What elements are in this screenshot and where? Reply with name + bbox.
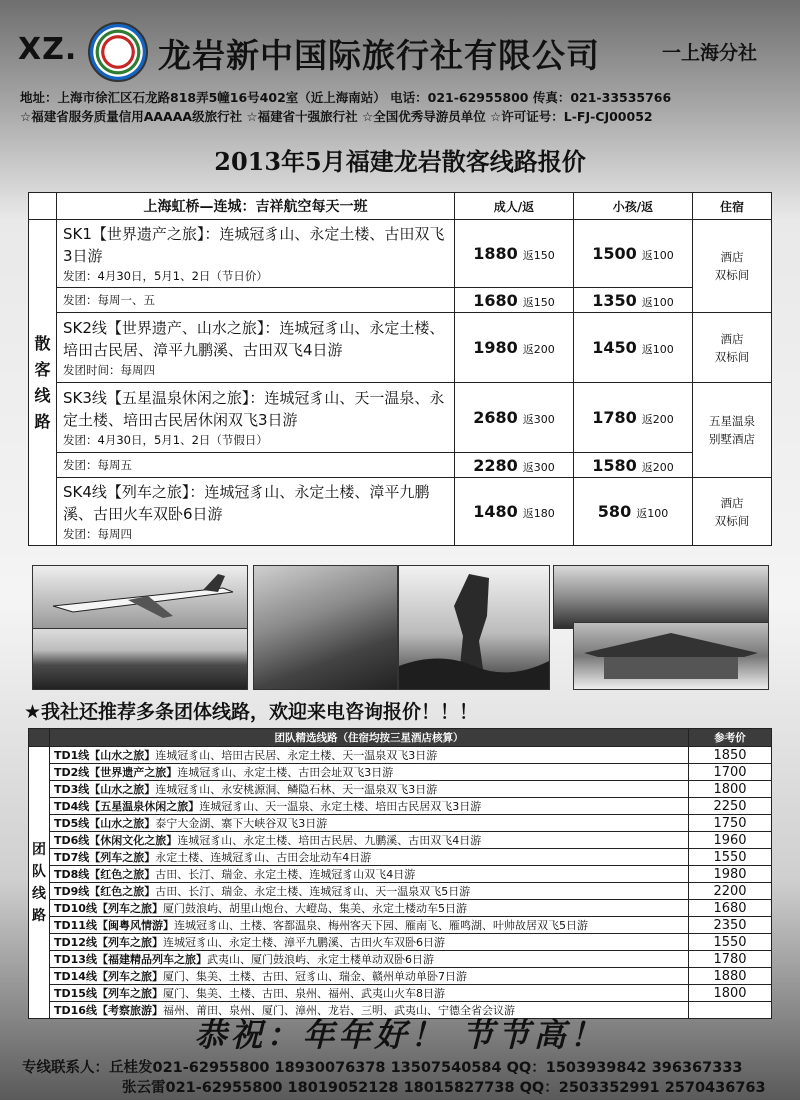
child-price <box>574 453 693 478</box>
group-route-text: 连城冠豸山、培田古民居、永定土楼、天一温泉双飞3日游 <box>155 749 438 762</box>
group-route-code: TD16线【考察旅游】 <box>54 1004 163 1017</box>
child-rebate: 返200 <box>641 460 674 474</box>
group-route-price: 1880 <box>689 968 772 985</box>
adult-price <box>455 453 574 478</box>
group-route-price: 1680 <box>689 900 772 917</box>
group-route-price: 1780 <box>689 951 772 968</box>
recommend-banner: ★我社还推荐多条团体线路，欢迎来电咨询报价！！！ <box>24 701 479 723</box>
group-route-code: TD9线【红色之旅】 <box>54 885 156 898</box>
child-rebate: 返100 <box>641 295 674 309</box>
table-row <box>29 747 772 764</box>
stone-peak-icon <box>399 566 549 689</box>
group-route-text: 古田、长汀、瑞金、永定土楼、连城冠豸山、天一温泉双飞5日游 <box>155 885 471 898</box>
group-route-desc <box>50 849 689 866</box>
adult-rebate: 返150 <box>522 295 555 309</box>
group-route-code: TD11线【闽粤风情游】 <box>54 919 174 932</box>
adult-price-value: 1480 <box>473 502 518 521</box>
adult-price-value: 1980 <box>473 338 518 357</box>
adult-price-value: 2280 <box>473 455 518 475</box>
group-route-desc <box>50 815 689 832</box>
table-row <box>29 849 772 866</box>
group-route-code: TD10线【列车之旅】 <box>54 902 163 915</box>
route-departure: 发团：每周五 <box>57 453 455 478</box>
child-price <box>574 288 693 313</box>
group-route-text: 古田、长汀、瑞金、永定土楼、连城冠豸山双飞4日游 <box>155 868 416 881</box>
table-row <box>29 781 772 798</box>
group-route-text: 厦门、集美、土楼、古田、泉州、福州、武夷山火车8日游 <box>162 987 445 1000</box>
group-route-price: 2200 <box>689 883 772 900</box>
table-row <box>29 798 772 815</box>
group-route-code: TD1线【山水之旅】 <box>54 749 156 762</box>
airplane-photo <box>32 565 248 629</box>
group-route-price: 1550 <box>689 934 772 951</box>
route-desc <box>57 478 455 546</box>
price-header: 参考价 <box>689 729 772 747</box>
adult-price-value: 2680 <box>473 408 518 427</box>
group-route-price: 1800 <box>689 781 772 798</box>
group-route-text: 连城冠豸山、永定土楼、漳平九鹏溪、古田火车双卧6日游 <box>162 936 445 949</box>
scatter-route-table <box>28 192 772 546</box>
adult-price <box>455 220 574 288</box>
group-route-text: 连城冠豸山、永安桃源洞、鳞隐石林、天一温泉双飞3日游 <box>155 783 438 796</box>
group-route-price: 1700 <box>689 764 772 781</box>
side-char: 路 <box>32 907 46 924</box>
group-route-desc <box>50 781 689 798</box>
group-route-desc <box>50 917 689 934</box>
group-header: 团队精选线路（住宿均按三星酒店核算） <box>50 729 689 747</box>
hotel-line: 酒店 <box>720 495 744 510</box>
table-row <box>29 985 772 1002</box>
child-price-value: 580 <box>597 502 632 521</box>
route-header: 上海虹桥—连城：吉祥航空每天一班 <box>57 193 455 220</box>
contact-line-1: 专线联系人：丘桂发021-62955800 18930076378 13507540584 QQ：1503939842 396367333 <box>22 1060 743 1076</box>
side-char: 线 <box>34 385 51 405</box>
table-row <box>29 968 772 985</box>
group-route-text: 武夷山、厦门鼓浪屿、永定土楼单动双卧6日游 <box>206 953 434 966</box>
adult-rebate: 返180 <box>522 507 555 520</box>
company-name: 龙岩新中国际旅行社有限公司 <box>158 36 600 75</box>
stone-peak-photo <box>398 565 550 690</box>
adult-rebate: 返200 <box>522 343 555 356</box>
group-route-desc <box>50 968 689 985</box>
adult-price <box>455 313 574 383</box>
side-char: 团 <box>32 841 46 858</box>
hotel-line: 五星温泉 <box>709 414 755 428</box>
table-header-blank <box>29 193 57 220</box>
group-route-text: 福州、莆田、泉州、厦门、漳州、龙岩、三明、武夷山、宁德全省会议游 <box>162 1004 515 1017</box>
group-route-price: 1550 <box>689 849 772 866</box>
tulou-photo <box>573 622 769 690</box>
adult-rebate: 返300 <box>522 460 555 474</box>
contact-line-2: 张云雷021-62955800 18019052128 18015827738 QQ：2503352991 2570436763 <box>122 1080 766 1096</box>
group-route-code: TD4线【五星温泉休闲之旅】 <box>54 800 200 813</box>
table-row <box>29 832 772 849</box>
adult-price <box>455 288 574 313</box>
group-route-code: TD15线【列车之旅】 <box>54 987 163 1000</box>
group-route-price: 1980 <box>689 866 772 883</box>
route-departure: 发团：每周四 <box>63 526 132 541</box>
hotel-cell <box>693 313 772 383</box>
table-row <box>29 478 772 546</box>
hotel-line: 酒店 <box>720 331 744 346</box>
side-char: 路 <box>34 411 51 431</box>
group-route-desc <box>50 900 689 917</box>
route-departure: 发团：4月30日，5月1、2日（节日价） <box>63 268 268 283</box>
adult-price <box>455 383 574 453</box>
col-adult: 成人/返 <box>455 193 574 220</box>
adult-rebate: 返300 <box>522 413 555 426</box>
group-route-text: 连城冠豸山、永定土楼、培田古民居、九鹏溪、古田双飞4日游 <box>177 834 482 847</box>
route-departure: 发团时间：每周四 <box>63 362 155 377</box>
adult-price-value: 1680 <box>473 290 518 310</box>
child-price <box>574 313 693 383</box>
table-row <box>29 220 772 288</box>
route-title: SK3线【五星温泉休闲之旅】：连城冠豸山、天一温泉、永定土楼、培田古民居休闲双飞3日游 <box>63 388 445 429</box>
child-price <box>574 478 693 546</box>
table-row <box>29 815 772 832</box>
group-route-table <box>28 728 772 1019</box>
child-rebate: 返100 <box>641 343 674 356</box>
hotel-line: 双标间 <box>714 513 750 528</box>
route-title: SK2线【世界遗产、山水之旅】：连城冠豸山、永定土楼、培田古民居、漳平九鹏溪、古田双飞4日游 <box>63 318 445 359</box>
side-label <box>29 220 57 546</box>
group-route-price: 1800 <box>689 985 772 1002</box>
group-route-code: TD5线【山水之旅】 <box>54 817 156 830</box>
table-row <box>29 917 772 934</box>
hotel-cell <box>693 478 772 546</box>
side-char: 客 <box>34 359 51 379</box>
child-price-value: 1780 <box>592 408 637 427</box>
group-route-text: 连城冠豸山、永定土楼、古田会址双飞3日游 <box>177 766 394 779</box>
group-route-code: TD7线【列车之旅】 <box>54 851 156 864</box>
group-side-label <box>29 747 50 1019</box>
child-price <box>574 383 693 453</box>
group-route-text: 厦门、集美、土楼、古田、冠豸山、瑞金、赣州单动单卧7日游 <box>162 970 467 983</box>
group-route-price: 2350 <box>689 917 772 934</box>
group-route-code: TD13线【福建精品列车之旅】 <box>54 953 207 966</box>
adult-price-value: 1880 <box>473 244 518 263</box>
table-row <box>29 313 772 383</box>
table-row <box>29 764 772 781</box>
group-route-code: TD14线【列车之旅】 <box>54 970 163 983</box>
hotel-cell <box>693 220 772 313</box>
table-row <box>29 288 772 313</box>
group-route-price: 2250 <box>689 798 772 815</box>
group-route-text: 泰宁大金湖、寨下大峡谷双飞3日游 <box>155 817 328 830</box>
group-route-code: TD2线【世界遗产之旅】 <box>54 766 178 779</box>
aerial-town-photo <box>253 565 398 690</box>
route-departure: 发团：每周一、五 <box>57 288 455 313</box>
hotel-line: 别墅酒店 <box>709 432 755 446</box>
route-title: SK4线【列车之旅】：连城冠豸山、永定土楼、漳平九鹏溪、古田火车双卧6日游 <box>63 482 430 523</box>
group-route-desc <box>50 798 689 815</box>
group-route-text: 连城冠豸山、天一温泉、永定土楼、培田古民居双飞3日游 <box>199 800 482 813</box>
hotel-cell <box>693 383 772 478</box>
group-route-desc <box>50 985 689 1002</box>
branch-name: 一上海分社 <box>662 42 758 64</box>
logo-text: XZ. <box>18 32 78 67</box>
group-header-blank <box>29 729 50 747</box>
group-route-price: 1960 <box>689 832 772 849</box>
child-rebate: 返100 <box>636 507 669 520</box>
child-price <box>574 220 693 288</box>
airplane-icon <box>33 566 247 628</box>
child-price-value: 1350 <box>592 290 637 310</box>
hotel-line: 双标间 <box>714 349 750 364</box>
child-price-value: 1580 <box>592 455 637 475</box>
group-route-desc <box>50 951 689 968</box>
route-desc <box>57 313 455 383</box>
group-route-desc <box>50 883 689 900</box>
group-route-desc <box>50 747 689 764</box>
group-header-row <box>29 729 772 747</box>
group-route-code: TD6线【休闲文化之旅】 <box>54 834 178 847</box>
group-route-price: 1750 <box>689 815 772 832</box>
group-route-code: TD12线【列车之旅】 <box>54 936 163 949</box>
group-route-code: TD3线【山水之旅】 <box>54 783 156 796</box>
side-char: 队 <box>32 863 46 880</box>
table-row <box>29 883 772 900</box>
table-row <box>29 951 772 968</box>
group-route-desc <box>50 764 689 781</box>
side-char: 线 <box>32 885 46 902</box>
building-icon <box>574 623 768 689</box>
adult-rebate: 返150 <box>522 249 555 262</box>
group-route-desc <box>50 934 689 951</box>
table-row <box>29 453 772 478</box>
qualifications-line: ☆福建省服务质量信用AAAAA级旅行社 ☆福建省十强旅行社 ☆全国优秀导游员单位 ☆许可证号：L-FJ-CJ00052 <box>20 109 653 124</box>
hotel-line: 双标间 <box>714 268 750 282</box>
table-row <box>29 900 772 917</box>
group-route-price: 1850 <box>689 747 772 764</box>
child-price-value: 1500 <box>592 244 637 263</box>
table-row <box>29 383 772 453</box>
side-char: 散 <box>34 333 51 353</box>
group-route-text: 永定土楼、连城冠豸山、古田会址动车4日游 <box>155 851 372 864</box>
cliff-photo <box>553 565 769 629</box>
child-rebate: 返100 <box>641 249 674 262</box>
village-photo <box>32 628 248 690</box>
group-route-desc <box>50 832 689 849</box>
child-rebate: 返200 <box>641 413 674 426</box>
col-hotel: 住宿 <box>693 193 772 220</box>
group-route-text: 连城冠豸山、土楼、客都温泉、梅州客天下园、雁南飞、雁鸣湖、叶帅故居双飞5日游 <box>173 919 588 932</box>
route-desc <box>57 383 455 453</box>
group-route-text: 厦门鼓浪屿、胡里山炮台、大嶝岛、集美、永定土楼动车5日游 <box>162 902 467 915</box>
table-row <box>29 866 772 883</box>
group-route-code: TD8线【红色之旅】 <box>54 868 156 881</box>
route-desc <box>57 220 455 288</box>
table-row <box>29 934 772 951</box>
col-child: 小孩/返 <box>574 193 693 220</box>
page-title: 2013年5月福建龙岩散客线路报价 <box>214 147 586 176</box>
slogan: 恭祝：年年好！ 节节高！ <box>194 1016 606 1054</box>
group-rows <box>29 747 772 1019</box>
address-line: 地址：上海市徐汇区石龙路818弄5幢16号402室（近上海南站） 电话：021-62955800 传真：021-33535766 <box>20 90 672 105</box>
table-header-row <box>29 193 772 220</box>
group-route-desc <box>50 866 689 883</box>
adult-price <box>455 478 574 546</box>
child-price-value: 1450 <box>592 338 637 357</box>
route-title: SK1【世界遗产之旅】：连城冠豸山、永定土楼、古田双飞3日游 <box>63 224 445 265</box>
hotel-line: 酒店 <box>720 250 744 264</box>
route-departure: 发团：4月30日，5月1、2日（节假日） <box>63 432 268 447</box>
globe-logo-icon <box>88 22 148 82</box>
